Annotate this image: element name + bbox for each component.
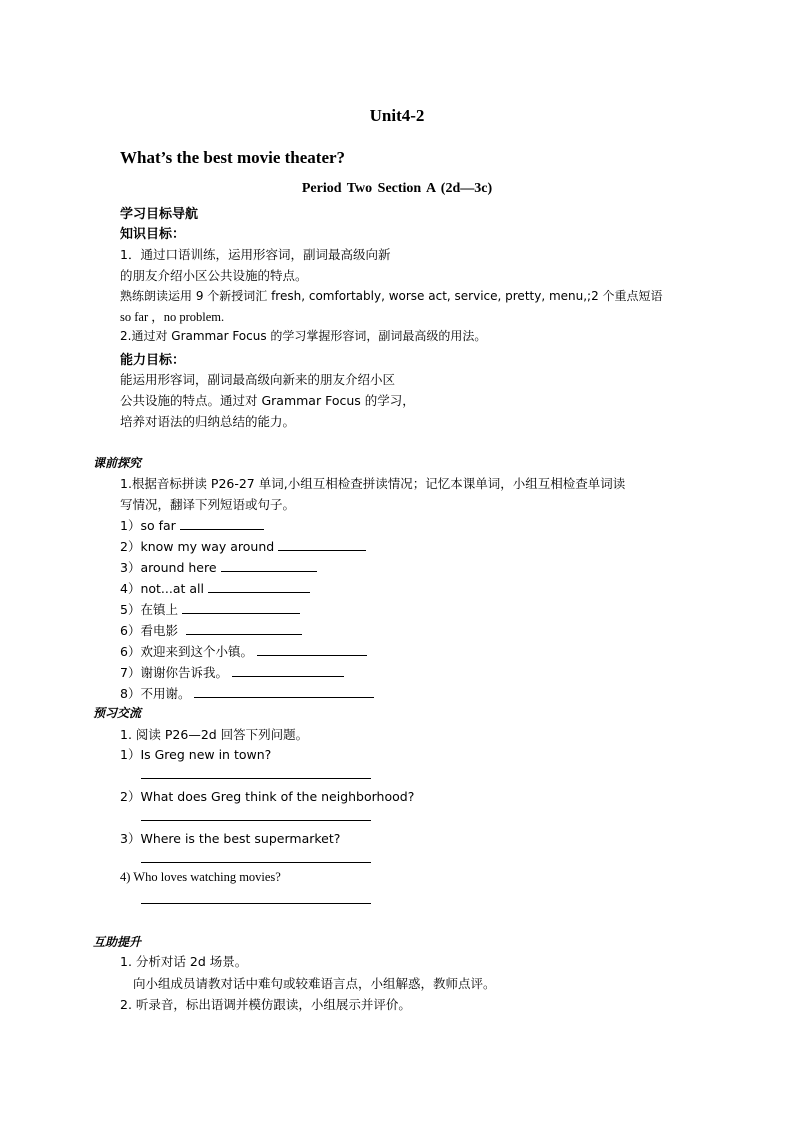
phrase-item <box>120 537 366 555</box>
answer-blank[interactable] <box>208 580 310 593</box>
phrase-text: 2）know my way around <box>120 539 275 554</box>
improve-heading: 互助提升 <box>93 935 142 949</box>
phrase-text: 6）欢迎来到这个小镇。 <box>120 644 253 659</box>
period-section: Period Two Section A (2d—3c) <box>301 181 493 196</box>
knowledge-line: 2.通过对 Grammar Focus 的学习掌握形容词，副词最高级的用法。 <box>120 329 487 343</box>
phrase-item <box>120 642 367 660</box>
phrase-item <box>120 600 300 618</box>
preview-intro: 1. 阅读 P26—2d 回答下列问题。 <box>120 727 309 742</box>
phrase-item <box>120 621 302 639</box>
improve-line: 2. 听录音，标出语调并模仿跟读，小组展示并评价。 <box>120 997 411 1012</box>
answer-blank[interactable] <box>182 601 300 614</box>
preview-heading: 预习交流 <box>93 706 142 720</box>
explore-heading: 课前探究 <box>93 456 142 470</box>
answer-line[interactable] <box>141 820 371 821</box>
phrase-text: 4）not...at all <box>120 581 204 596</box>
phrase-text: 1）so far <box>120 518 176 533</box>
question-3: 3）Where is the best supermarket? <box>120 831 341 846</box>
knowledge-heading: 知识目标： <box>120 227 186 242</box>
ability-heading: 能力目标： <box>120 353 186 368</box>
answer-line[interactable] <box>141 778 371 779</box>
knowledge-line: 熟练朗读运用 9 个新授词汇 fresh, comfortably, worse act, service, pretty, menu,;2 个重点短语 <box>120 289 663 303</box>
phrase-item <box>120 663 344 681</box>
lesson-question: What’s the best movie theater? <box>120 148 346 167</box>
improve-line: 向小组成员请教对话中难句或较难语言点，小组解惑，教师点评。 <box>133 976 496 991</box>
phrase-item <box>120 684 374 702</box>
phrase-item <box>120 579 310 597</box>
answer-line[interactable] <box>141 862 371 863</box>
knowledge-line: 的朋友介绍小区公共设施的特点。 <box>120 268 308 283</box>
answer-blank[interactable] <box>180 517 264 530</box>
answer-line[interactable] <box>141 903 371 904</box>
answer-blank[interactable] <box>186 622 302 635</box>
answer-blank[interactable] <box>232 664 344 677</box>
phrase-item <box>120 516 264 534</box>
ability-line: 培养对语法的归纳总结的能力。 <box>120 414 296 429</box>
answer-blank[interactable] <box>278 538 366 551</box>
phrase-item <box>120 558 317 576</box>
explore-intro-line: 1.根据音标拼读 P26-27 单词,小组互相检查拼读情况；记忆本课单词，小组互相检查单词读 <box>120 476 626 491</box>
phrase-text: 3）around here <box>120 560 217 575</box>
answer-blank[interactable] <box>194 685 374 698</box>
phrase-text: 6）看电影 <box>120 623 178 638</box>
question-1: 1）Is Greg new in town? <box>120 747 272 762</box>
ability-line: 能运用形容词，副词最高级向新来的朋友介绍小区 <box>120 372 396 387</box>
knowledge-line: 1．通过口语训练，运用形容词，副词最高级向新 <box>120 247 391 262</box>
phrase-text: 8）不用谢。 <box>120 686 191 701</box>
question-4: 4) Who loves watching movies? <box>120 870 281 884</box>
ability-line: 公共设施的特点。通过对 Grammar Focus 的学习， <box>120 393 415 408</box>
answer-blank[interactable] <box>257 643 367 656</box>
question-2: 2）What does Greg think of the neighborhood? <box>120 789 415 804</box>
phrase-text: 5）在镇上 <box>120 602 178 617</box>
phrase-text: 7）谢谢你告诉我。 <box>120 665 228 680</box>
explore-intro-line: 写情况，翻译下列短语或句子。 <box>120 497 296 512</box>
knowledge-line: so far ，no problem. <box>120 310 225 324</box>
improve-line: 1. 分析对话 2d 场景。 <box>120 954 248 969</box>
goals-heading: 学习目标导航 <box>120 207 199 222</box>
unit-title: Unit4-2 <box>369 106 425 125</box>
answer-blank[interactable] <box>221 559 317 572</box>
